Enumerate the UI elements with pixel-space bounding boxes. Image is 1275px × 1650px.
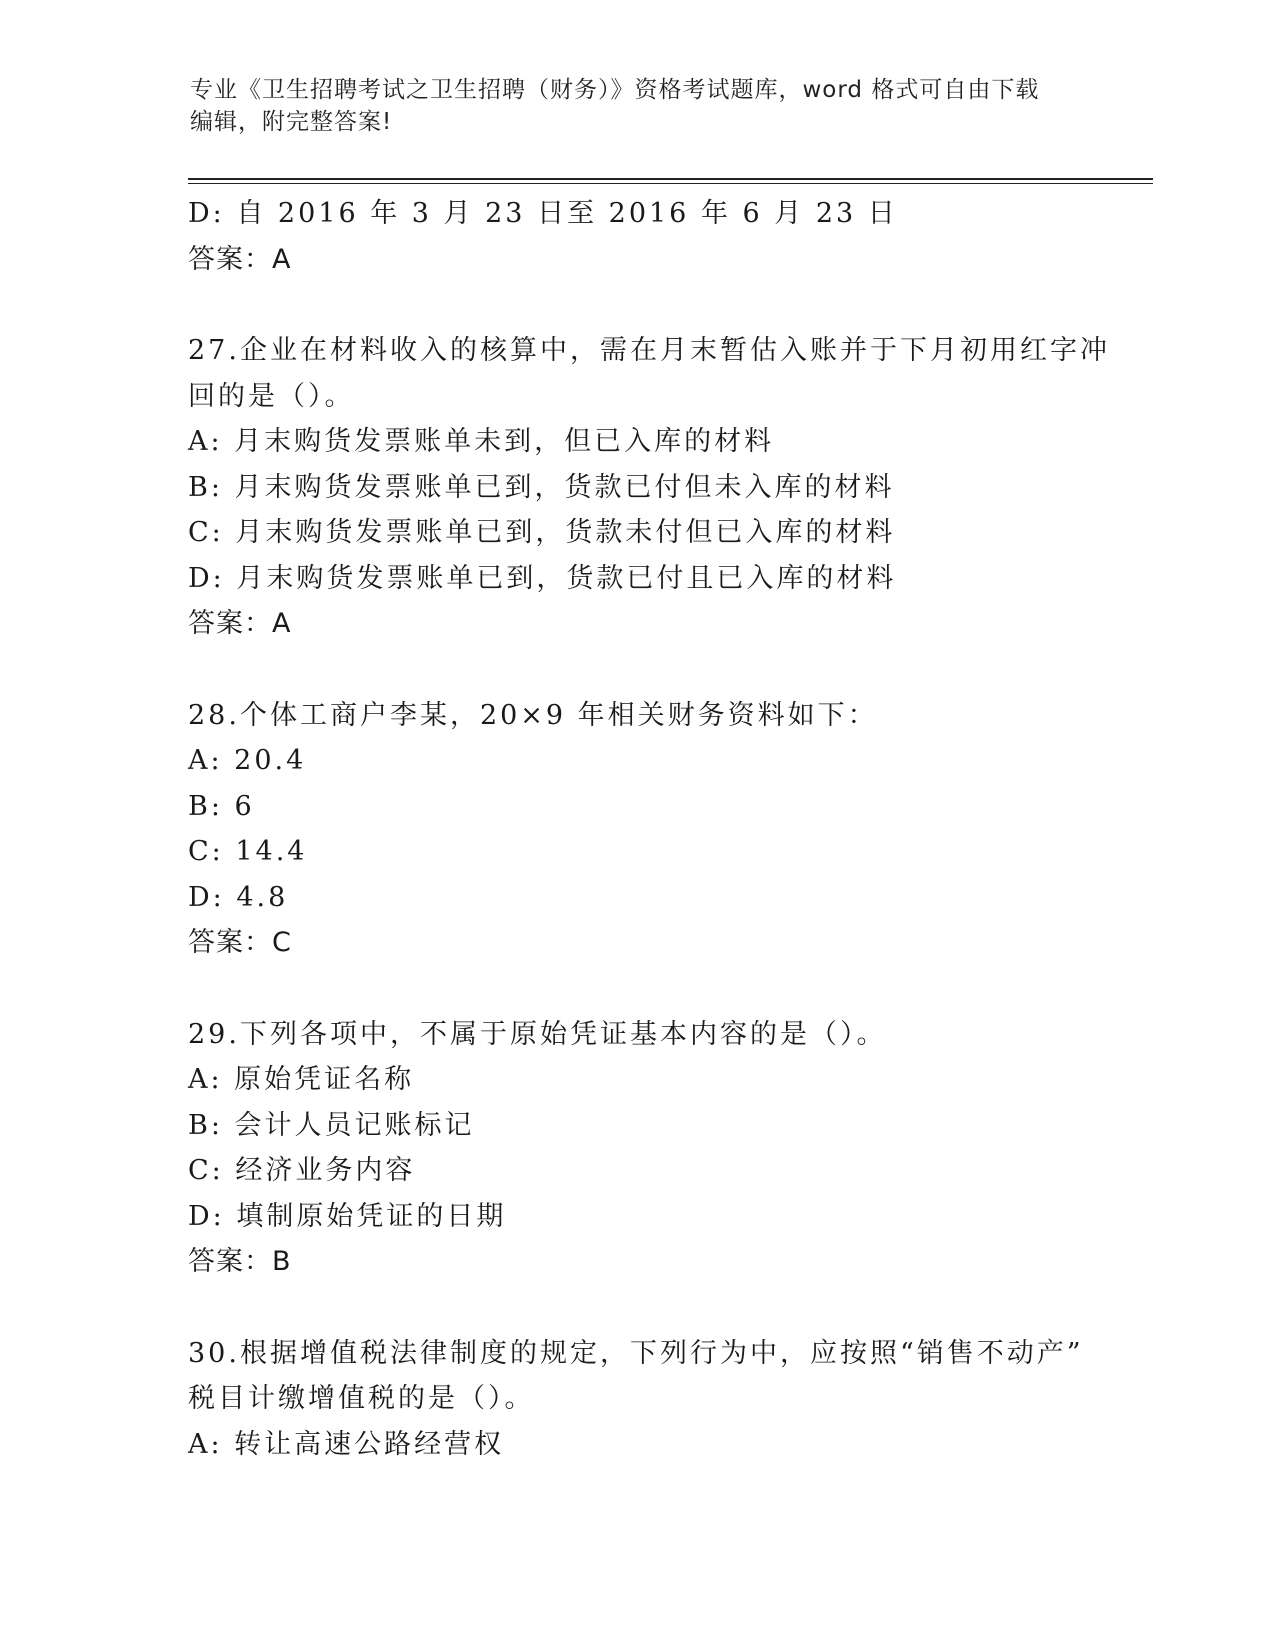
option-b: B: 6 [188,790,255,822]
option-d: D: 月末购货发票账单已到，货款已付且已入库的材料 [188,562,897,594]
answer-line: 答案：C [188,927,292,958]
answer-line: 答案：B [188,1246,292,1277]
option-c: C: 14.4 [188,836,308,867]
option-d: D: 自 2016 年 3 月 23 日至 2016 年 6 月 23 日 [188,198,898,229]
question-28 [188,693,1088,966]
question-stem: 28.个体工商户李某，20×9 年相关财务资料如下： [188,699,878,731]
option-b: B: 会计人员记账标记 [188,1109,475,1141]
option-c: C: 经济业务内容 [188,1155,416,1186]
question-stem: 27.企业在材料收入的核算中，需在月末暂估入账并于下月初用红字冲 [188,335,1110,366]
header-line-1: 专业《卫生招聘考试之卫生招聘（财务）》资格考试题库，word 格式可自由下载 [190,77,1040,103]
option-a: A: 20.4 [188,745,307,776]
option-b: B: 月末购货发票账单已到，货款已付但未入库的材料 [188,471,895,503]
question-29 [188,1012,1088,1285]
option-d: D: 填制原始凭证的日期 [188,1200,507,1232]
option-a: A: 原始凭证名称 [188,1064,415,1095]
answer-line: 答案：A [188,608,292,639]
option-a: A: 转让高速公路经营权 [188,1428,505,1460]
header-divider-thin [188,183,1153,184]
answer-line: 答案：A [188,243,292,275]
question-30 [188,1331,1088,1468]
document-header [190,74,1070,138]
header-divider-thick [188,178,1153,180]
question-stem: 29.下列各项中，不属于原始凭证基本内容的是（）。 [188,1018,887,1050]
question-27 [188,328,1110,647]
option-d: D: 4.8 [188,881,289,913]
header-line-2: 编辑，附完整答案! [190,109,393,135]
option-c: C: 月末购货发票账单已到，货款未付但已入库的材料 [188,517,896,548]
option-a: A: 月末购货发票账单未到，但已入库的材料 [188,426,775,457]
question-stem: 30.根据增值税法律制度的规定，下列行为中，应按照“销售不动产” [188,1337,1084,1369]
question-list [188,191,1110,1467]
question-stem-continued: 税目计缴增值税的是（）。 [188,1383,535,1414]
question-stem-continued: 回的是（）。 [188,380,355,412]
